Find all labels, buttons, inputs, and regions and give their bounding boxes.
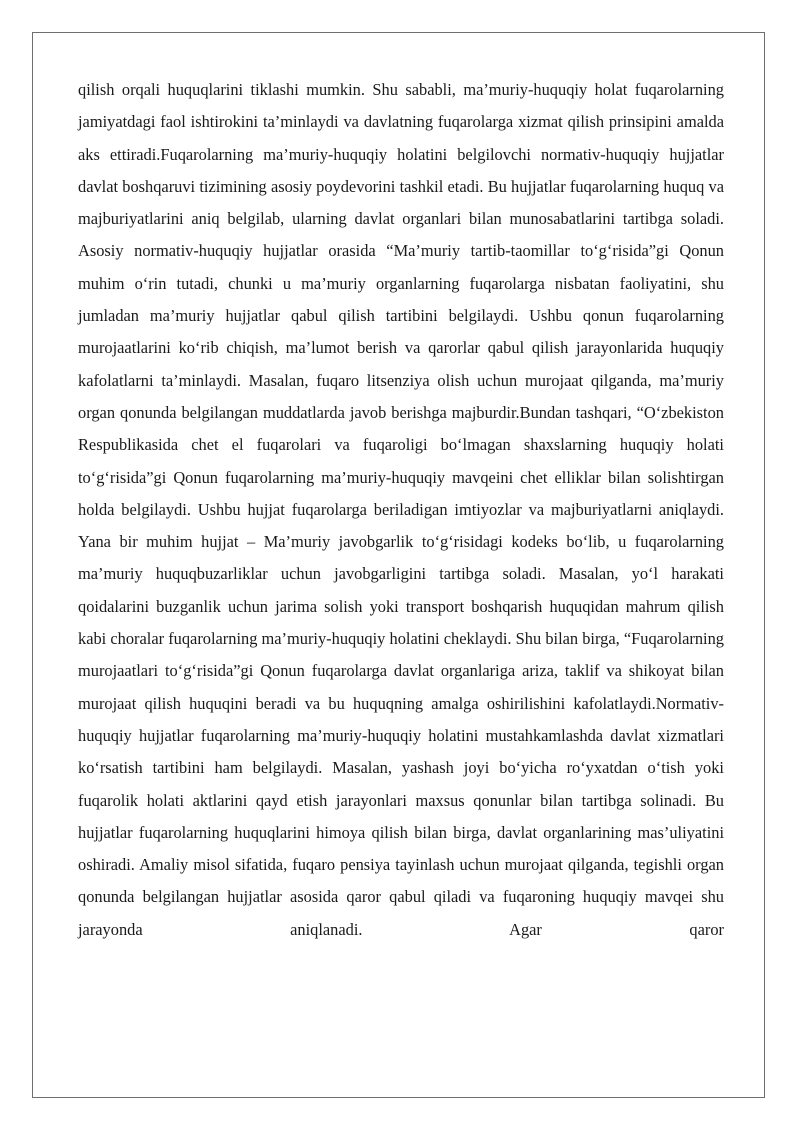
body-paragraph: qilish orqali huquqlarini tiklashi mumkin. Shu sababli, ma’muriy-huquqiy holat fuqarolarning jamiyatdagi faol ishtirokini ta’minlaydi va davlatning fuqarolarga xizmat qilish prinsipini amalda aks ettiradi.Fuqarolarning ma’muriy-huquqiy holatini belgilovchi normativ-huquqiy hujjatlar davlat boshqaruvi tizimining asosiy poydevorini tashkil etadi. Bu hujjatlar fuqarolarning huquq va majburiyatlarini aniq belgilab, ularning davlat organlari bilan munosabatlarini tartibga soladi. Asosiy normativ-huquqiy hujjatlar orasida “Ma’muriy tartib-taomillar to‘g‘risida”gi Qonun muhim o‘rin tutadi, chunki u ma’muriy organlarning fuqarolarga nisbatan faoliyatini, shu jumladan ma’muriy hujjatlar qabul qilish tartibini belgilaydi. Ushbu qonun fuqarolarning murojaatlarini ko‘rib chiqish, ma’lumot berish va qarorlar qabul qilish jarayonlarida huquqiy kafolatlarni ta’minlaydi. Masalan, fuqaro litsenziya olish uchun murojaat qilganda, ma’muriy organ qonunda belgilangan muddatlarda javob berishga majburdir.Bundan tashqari, “O‘zbekiston Respublikasida chet el fuqarolari va fuqaroligi bo‘lmagan shaxslarning huquqiy holati to‘g‘risida”gi Qonun fuqarolarning ma’muriy-huquqiy mavqeini chet elliklar bilan solishtirgan holda belgilaydi. Ushbu hujjat fuqarolarga beriladigan imtiyozlar va majburiyatlarni aniqlaydi. Yana bir muhim hujjat – Ma’muriy javobgarlik to‘g‘risidagi kodeks bo‘lib, u fuqarolarning ma’muriy huquqbuzarliklar uchun javobgarligini tartibga soladi. Masalan, yo‘l harakati qoidalarini buzganlik uchun jarima solish yoki transport boshqarish huquqidan mahrum qilish kabi choralar fuqarolarning ma’muriy-huquqiy holatini cheklaydi. Shu bilan birga, “Fuqarolarning murojaatlari to‘g‘risida”gi Qonun fuqarolarga davlat organlariga ariza, taklif va shikoyat bilan murojaat qilish huquqini beradi va bu huquqning amalga oshirilishini kafolatlaydi.Normativ-huquqiy hujjatlar fuqarolarning ma’muriy-huquqiy holatini mustahkamlashda davlat xizmatlari ko‘rsatish tartibini ham belgilaydi. Masalan, yashash joyi bo‘yicha ro‘yxatdan o‘tish yoki fuqarolik holati aktlarini qayd etish jarayonlari maxsus qonunlar bilan tartibga solinadi. Bu hujjatlar fuqarolarning huquqlarini himoya qilish bilan birga, davlat organlarining mas’uliyatini oshiradi. Amaliy misol sifatida, fuqaro pensiya tayinlash uchun murojaat qilganda, tegishli organ qonunda belgilangan hujjatlar asosida qaror qabul qiladi va fuqaroning huquqiy mavqei shu jarayonda aniqlanadi. Agar qaror <box>78 80 724 939</box>
